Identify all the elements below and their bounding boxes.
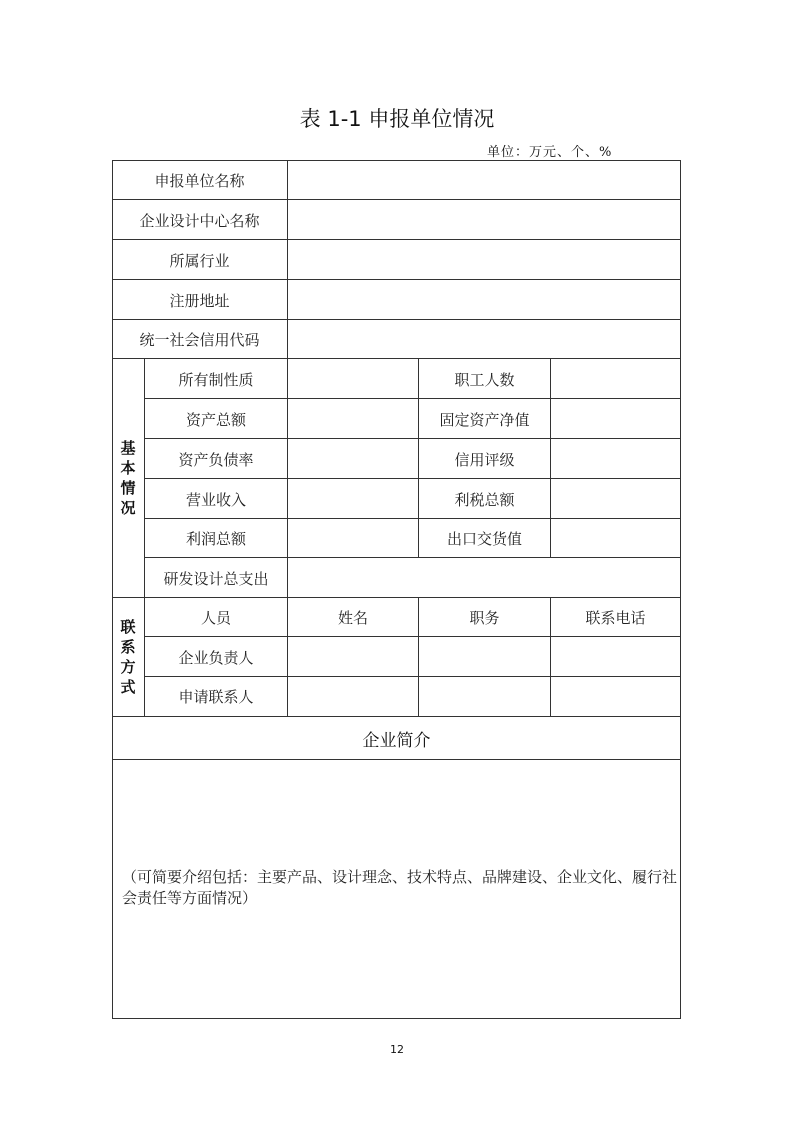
total-profit-field[interactable] <box>288 520 418 557</box>
leader-position-field[interactable] <box>419 638 550 676</box>
unit-note: 单位：万元、个、% <box>487 145 613 160</box>
label-export-value: 出口交货值 <box>446 530 522 548</box>
table-border-bottom <box>112 1018 681 1019</box>
label-ownership: 所有制性质 <box>178 370 254 389</box>
debt-ratio-field[interactable] <box>288 440 418 478</box>
ownership-field[interactable] <box>288 360 418 398</box>
section-char: 方 <box>120 658 136 676</box>
applicant-name-field[interactable] <box>288 161 680 199</box>
section-char: 本 <box>120 459 136 477</box>
credit-rating-field[interactable] <box>551 440 680 478</box>
label-rd-expenditure: 研发设计总支出 <box>163 569 269 588</box>
contact-header-name: 姓名 <box>337 609 368 627</box>
contact-header-phone: 联系电话 <box>585 609 646 627</box>
basic-info-section-label <box>112 359 144 597</box>
label-registered-address: 注册地址 <box>169 291 230 310</box>
label-credit-code: 统一社会信用代码 <box>139 331 260 349</box>
design-center-name-field[interactable] <box>288 201 680 239</box>
table-border-right <box>680 160 681 1019</box>
label-total-profit: 利润总额 <box>185 530 246 548</box>
industry-field[interactable] <box>288 241 680 279</box>
label-design-center-name: 企业设计中心名称 <box>139 211 260 230</box>
page-title: 表 1-1 申报单位情况 <box>299 107 495 131</box>
label-applicant-name: 申报单位名称 <box>154 171 245 190</box>
employees-field[interactable] <box>551 360 680 398</box>
section-char: 联 <box>120 618 136 636</box>
export-value-field[interactable] <box>551 520 680 557</box>
credit-code-field[interactable] <box>288 321 680 358</box>
contact-section-label <box>112 598 144 716</box>
company-intro-heading: 企业简介 <box>362 731 431 751</box>
revenue-field[interactable] <box>288 480 418 518</box>
section-char: 情 <box>120 479 136 497</box>
company-intro-hint: （可简要介绍包括：主要产品、设计理念、技术特点、品牌建设、企业文化、履行社会责任等方面情况） <box>122 868 678 907</box>
section-char: 况 <box>120 499 136 517</box>
rd-expenditure-field[interactable] <box>288 559 680 597</box>
applicant-contact-name-field[interactable] <box>288 678 418 715</box>
leader-phone-field[interactable] <box>551 638 680 676</box>
contact-role-leader: 企业负责人 <box>178 648 254 667</box>
section-char: 系 <box>120 638 136 656</box>
leader-name-field[interactable] <box>288 638 418 676</box>
label-debt-ratio: 资产负债率 <box>178 450 254 469</box>
contact-header-person: 人员 <box>200 609 231 627</box>
total-assets-field[interactable] <box>288 400 418 438</box>
page-number: 12 <box>390 1043 404 1056</box>
applicant-contact-phone-field[interactable] <box>551 678 680 715</box>
label-total-taxes: 利税总额 <box>454 490 515 509</box>
section-char: 基 <box>120 439 136 457</box>
section-char: 式 <box>120 678 136 696</box>
applicant-contact-position-field[interactable] <box>419 678 550 715</box>
total-taxes-field[interactable] <box>551 480 680 518</box>
contact-role-applicant: 申请联系人 <box>178 688 254 706</box>
label-credit-rating: 信用评级 <box>454 450 515 469</box>
label-employees: 职工人数 <box>454 370 515 389</box>
registered-address-field[interactable] <box>288 281 680 319</box>
label-industry: 所属行业 <box>169 251 230 270</box>
label-net-fixed-assets: 固定资产净值 <box>439 410 530 429</box>
label-total-assets: 资产总额 <box>185 410 246 429</box>
net-fixed-assets-field[interactable] <box>551 400 680 438</box>
application-form-table <box>112 160 681 1019</box>
contact-header-position: 职务 <box>469 609 500 627</box>
label-revenue: 营业收入 <box>185 490 246 509</box>
